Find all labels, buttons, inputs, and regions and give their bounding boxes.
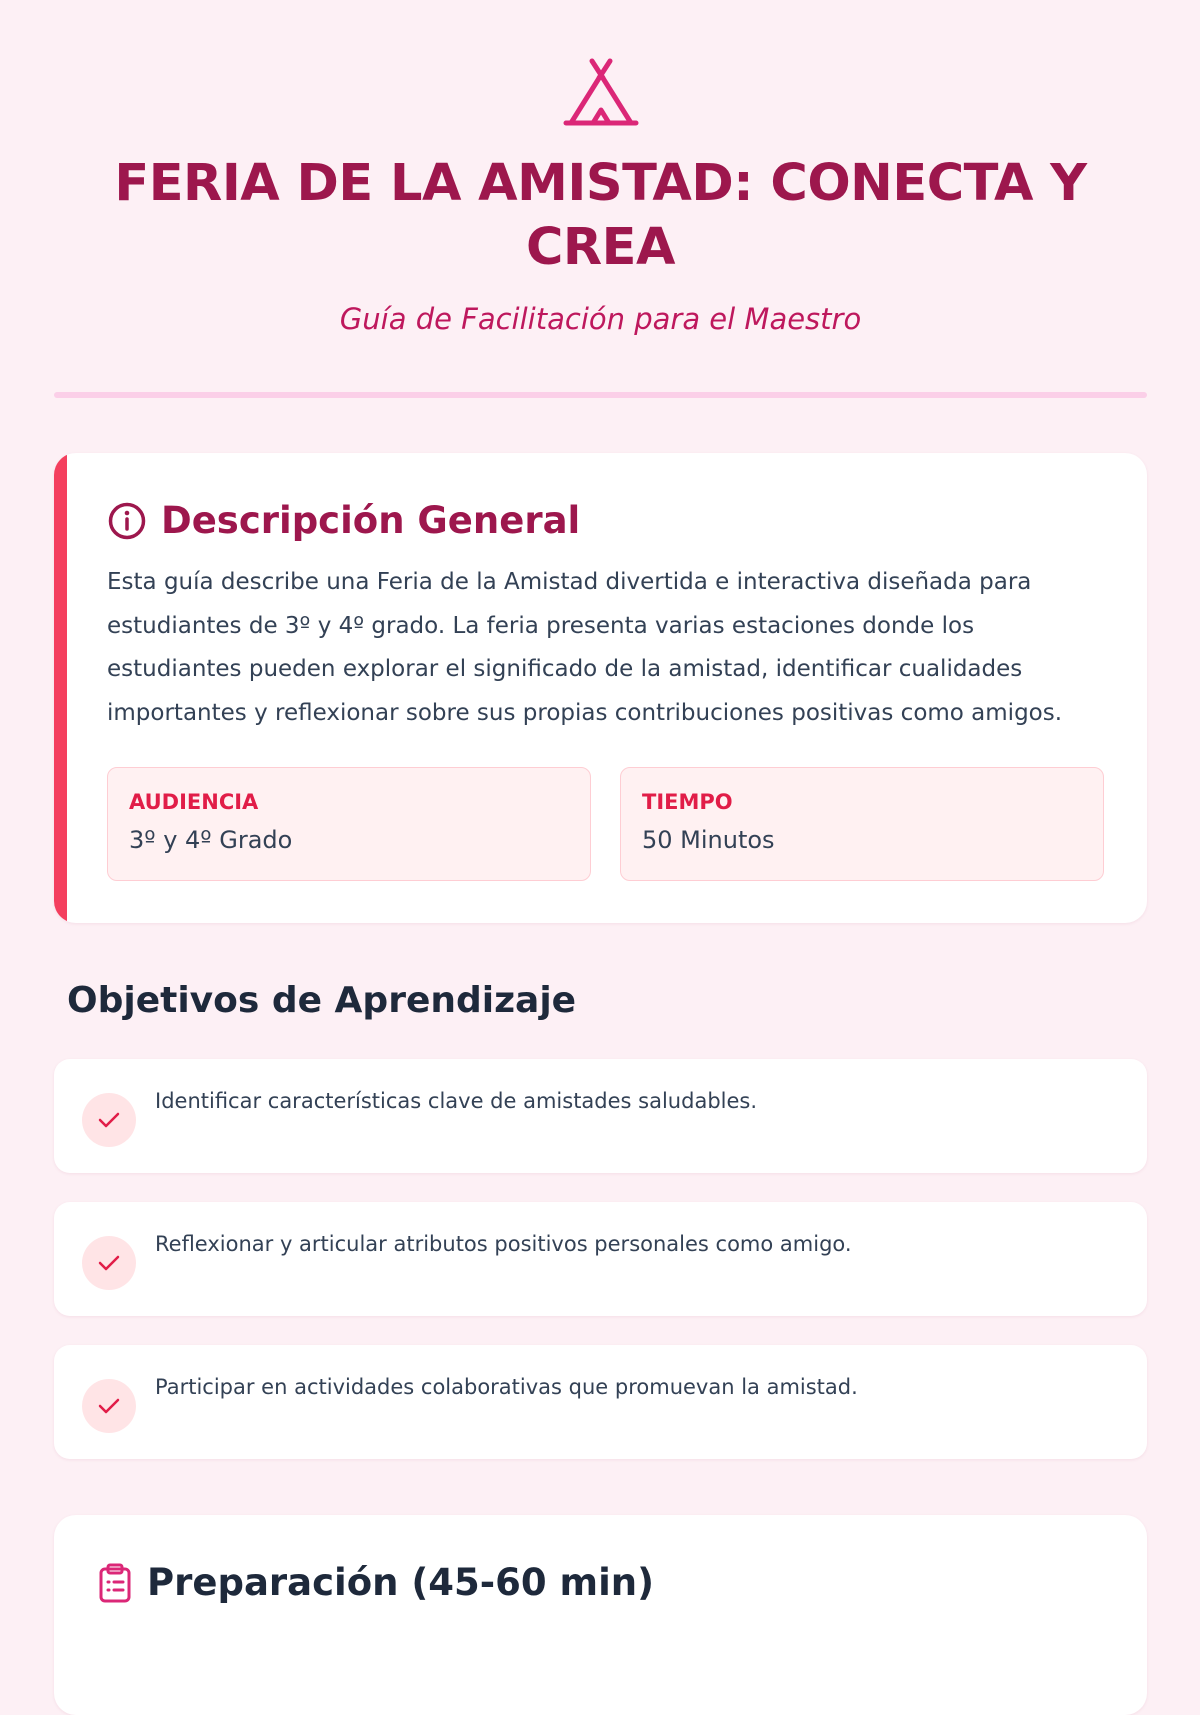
objective-item <box>54 1345 1147 1459</box>
audience-value: 3º y 4º Grado <box>129 826 293 854</box>
overview-card <box>54 453 1147 923</box>
page-title: FERIA DE LA AMISTAD: CONECTA Y CREA <box>114 154 1087 277</box>
overview-title: Descripción General <box>161 499 581 542</box>
preparation-heading <box>97 1561 654 1604</box>
time-label: TIEMPO <box>642 790 733 814</box>
preparation-card <box>54 1515 1147 1715</box>
check-icon <box>82 1093 136 1147</box>
page-header <box>54 0 1147 336</box>
header-divider <box>54 392 1147 398</box>
objective-text: Participar en actividades colaborativas que promuevan la amistad. <box>155 1375 858 1399</box>
overview-accent-bar <box>54 453 67 923</box>
objective-item <box>54 1202 1147 1316</box>
check-icon <box>82 1379 136 1433</box>
objective-item <box>54 1059 1147 1173</box>
page-subtitle: Guía de Facilitación para el Maestro <box>339 302 862 336</box>
overview-heading <box>107 499 580 542</box>
preparation-title: Preparación (45-60 min) <box>147 1561 654 1604</box>
audience-label: AUDIENCIA <box>129 790 259 814</box>
audience-box <box>107 767 591 881</box>
time-value: 50 Minutos <box>642 826 775 854</box>
clipboard-icon <box>97 1563 133 1603</box>
objective-text: Identificar características clave de amistades saludables. <box>155 1089 758 1113</box>
check-icon <box>82 1236 136 1290</box>
info-icon <box>107 501 147 541</box>
page <box>54 0 1147 1604</box>
overview-description: Esta guía describe una Feria de la Amistad divertida e interactiva diseñada para estudiantes de 3º y 4º grado. La feria presenta varias estaciones donde los estudiantes pueden explorar el significado de la amistad, identificar cualidades importantes y reflexionar sobre sus propias contribuciones positivas como amigos. <box>107 569 1063 726</box>
objectives-title: Objetivos de Aprendizaje <box>67 980 577 1021</box>
tent-icon <box>563 58 639 128</box>
objective-text: Reflexionar y articular atributos positivos personales como amigo. <box>155 1232 852 1256</box>
time-box <box>620 767 1104 881</box>
